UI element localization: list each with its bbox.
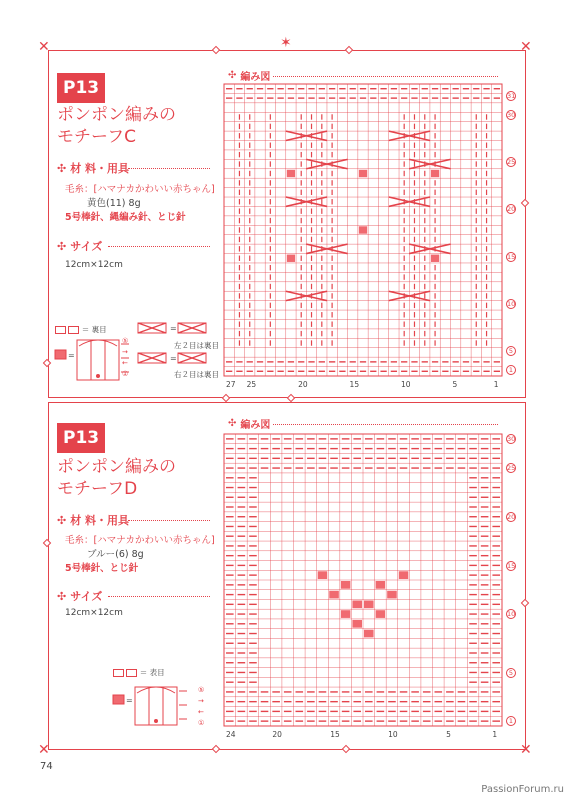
column-number: 1 bbox=[492, 730, 498, 739]
pompom-cell bbox=[352, 620, 362, 628]
sparkle-icon: ✣ bbox=[57, 589, 67, 603]
row-number: 5 bbox=[506, 668, 516, 678]
column-number: 5 bbox=[452, 380, 458, 389]
knit-symbol bbox=[55, 326, 66, 334]
section-divider bbox=[108, 596, 210, 597]
section-divider bbox=[108, 246, 210, 247]
cable-legend-note: 左２目は裏目 bbox=[174, 341, 219, 350]
pattern-badge: P13 bbox=[57, 423, 105, 453]
materials-list: 毛糸：[ハマナカかわいい赤ちゃん] ブルー(6) 8g 5号棒針、とじ針 bbox=[65, 535, 215, 574]
legend-purl: ＝ 裏目 bbox=[55, 324, 107, 335]
title-line: モチーフD bbox=[57, 479, 138, 499]
pompom-cell bbox=[287, 170, 295, 177]
row-number: 20 bbox=[507, 512, 516, 521]
pompom-row-labels: ⑤ → ← ① bbox=[198, 686, 205, 727]
purl-symbol bbox=[68, 326, 79, 334]
page-number: 74 bbox=[40, 761, 53, 772]
title-line: モチーフC bbox=[57, 127, 137, 147]
row-number: 5 bbox=[506, 346, 516, 356]
pompom-cell bbox=[287, 255, 295, 262]
sparkle-icon: ✣ bbox=[228, 418, 237, 429]
column-number: 1 bbox=[493, 380, 499, 389]
pompom-cell bbox=[376, 610, 386, 618]
size-value: 12cm×12cm bbox=[65, 608, 123, 618]
size-heading: ✣ サイズ bbox=[57, 589, 103, 603]
pompom-cell bbox=[376, 581, 386, 589]
pompom-cell bbox=[359, 226, 367, 233]
pompom-row-labels: ⑤ → ← ① bbox=[122, 337, 129, 378]
cable-legend-symbol bbox=[138, 352, 208, 364]
row-number: 10 bbox=[507, 299, 516, 308]
pompom-cell bbox=[364, 630, 374, 638]
pompom-cell bbox=[387, 591, 397, 599]
pompom-cell bbox=[359, 170, 367, 177]
corner-ornament-br: ✕ bbox=[520, 742, 532, 758]
top-ornament-icon: ✶ bbox=[280, 35, 292, 51]
pompom-cell bbox=[352, 600, 362, 608]
row-number: 31 bbox=[507, 92, 516, 101]
section-divider bbox=[273, 424, 498, 425]
column-number: 27 bbox=[226, 380, 236, 389]
corner-ornament-bl: ✕ bbox=[38, 742, 50, 758]
sparkle-icon: ✣ bbox=[228, 70, 237, 81]
cable-legend-symbol bbox=[138, 322, 208, 334]
corner-ornament-tr: ✕ bbox=[520, 39, 532, 55]
corner-ornament-tl: ✕ bbox=[38, 39, 50, 55]
blank-symbol bbox=[113, 669, 124, 677]
column-number: 25 bbox=[246, 380, 257, 389]
row-number: 20 bbox=[507, 205, 516, 214]
column-number: 5 bbox=[446, 730, 451, 739]
column-number: 10 bbox=[401, 380, 411, 389]
sparkle-icon: ✣ bbox=[57, 239, 67, 253]
pattern-badge: P13 bbox=[57, 73, 105, 103]
pompom-cell bbox=[399, 571, 409, 579]
row-number: 30 bbox=[507, 435, 516, 443]
materials-list: 毛糸：[ハマナカかわいい赤ちゃん] 黄色(11) 8g 5号棒針、縄編み針、とじ針 bbox=[65, 184, 215, 223]
section-divider bbox=[273, 76, 498, 77]
svg-text:=: = bbox=[126, 696, 133, 705]
materials-heading: ✣ 材 料・用具 bbox=[57, 161, 130, 175]
sparkle-icon: ✣ bbox=[57, 161, 67, 175]
legend-knit: ＝ 表目 bbox=[113, 667, 165, 678]
svg-text:=: = bbox=[170, 324, 177, 333]
pompom-cell bbox=[431, 255, 439, 262]
knit-symbol bbox=[126, 669, 137, 677]
svg-text:=: = bbox=[170, 354, 177, 363]
column-number: 20 bbox=[272, 730, 282, 739]
column-number: 15 bbox=[349, 380, 360, 389]
pompom-cell bbox=[341, 581, 351, 589]
row-number: 1 bbox=[506, 365, 516, 375]
column-number: 15 bbox=[330, 730, 340, 739]
pattern-title bbox=[57, 456, 176, 500]
row-number: 25 bbox=[507, 464, 516, 473]
svg-text:=: = bbox=[68, 351, 75, 360]
chart-heading: ✣ 編み図 bbox=[228, 70, 271, 83]
pompom-cell bbox=[431, 170, 439, 177]
row-number: 10 bbox=[507, 610, 516, 619]
title-line: ポンポン編みの bbox=[57, 457, 176, 477]
column-number: 20 bbox=[298, 380, 308, 389]
column-number: 10 bbox=[388, 730, 398, 739]
row-number: 25 bbox=[507, 158, 516, 167]
pompom-cell bbox=[318, 571, 328, 579]
pompom-legend-symbol bbox=[113, 683, 193, 729]
title-line: ポンポン編みの bbox=[57, 105, 176, 125]
row-number: 1 bbox=[506, 716, 516, 726]
pompom-cell bbox=[329, 591, 339, 599]
materials-heading: ✣ 材 料・用具 bbox=[57, 513, 130, 527]
pompom-cell bbox=[341, 610, 351, 618]
cable-legend-note: 右２目は裏目 bbox=[174, 370, 219, 379]
size-value: 12cm×12cm bbox=[65, 260, 123, 270]
section-divider bbox=[128, 520, 210, 521]
watermark: PassionForum.ru bbox=[481, 784, 564, 795]
size-heading: ✣ サイズ bbox=[57, 239, 103, 253]
knitting-chart-d bbox=[224, 434, 502, 726]
row-number: 15 bbox=[507, 252, 516, 261]
pattern-title bbox=[57, 104, 176, 148]
row-number: 15 bbox=[507, 561, 516, 570]
pompom-cell bbox=[364, 600, 374, 608]
column-number: 24 bbox=[226, 730, 236, 739]
knitting-chart-c bbox=[224, 84, 502, 376]
row-number: 30 bbox=[507, 111, 516, 120]
chart-heading: ✣ 編み図 bbox=[228, 418, 271, 431]
section-divider bbox=[128, 168, 210, 169]
sparkle-icon: ✣ bbox=[57, 513, 67, 527]
